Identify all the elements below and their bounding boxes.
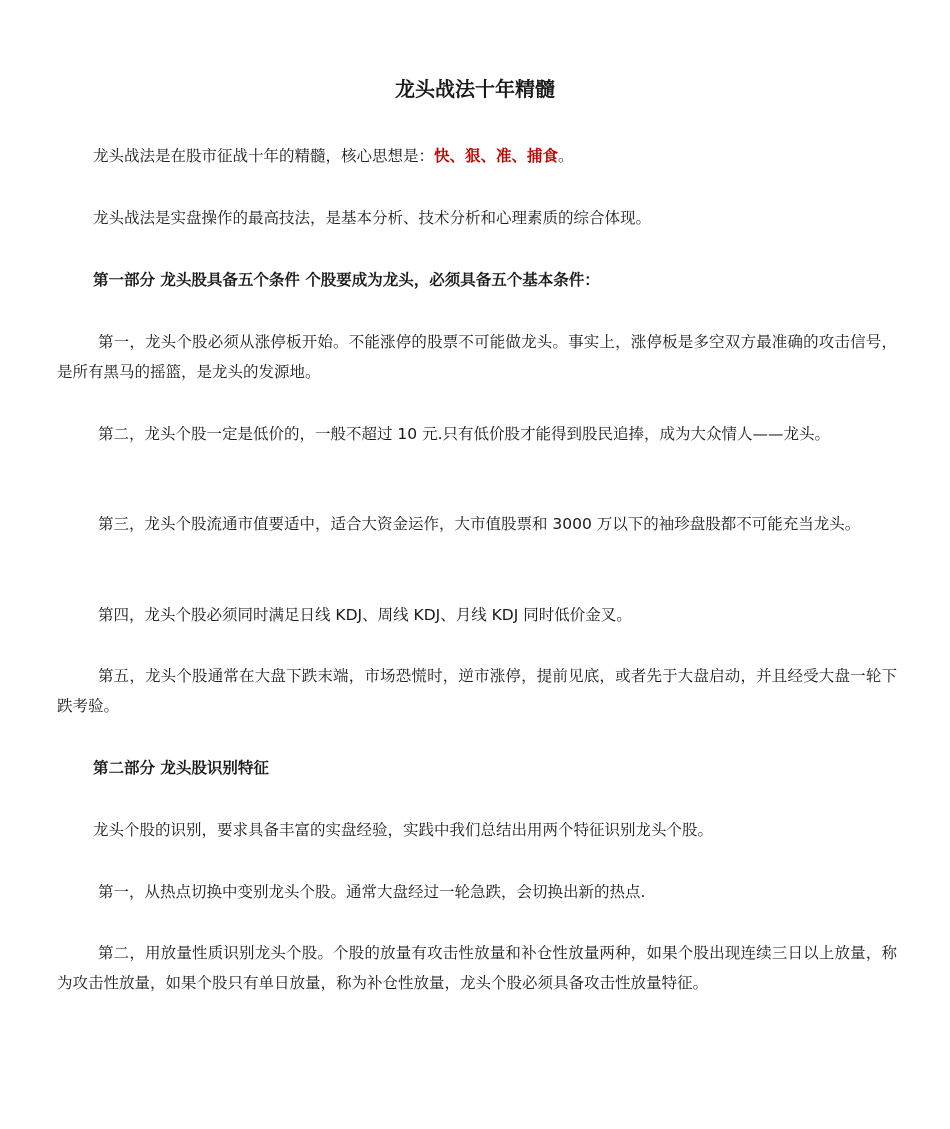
part-1-item-5: 第五，龙头个股通常在大盘下跌末端，市场恐慌时，逆市涨停，提前见底，或者先于大盘启动，并且经受大盘一轮下跌考验。 (57, 667, 897, 715)
part-1-heading: 第一部分 龙头股具备五个条件 个股要成为龙头，必须具备五个基本条件： (93, 271, 600, 289)
intro-paragraph-2: 龙头战法是实盘操作的最高技法，是基本分析、技术分析和心理素质的综合体现。 (93, 209, 652, 227)
part-2-intro: 龙头个股的识别，要求具备丰富的实盘经验，实践中我们总结出用两个特征识别龙头个股。 (93, 821, 714, 839)
intro-1-end: 。 (558, 147, 574, 165)
part-1-item-1: 第一，龙头个股必须从涨停板开始。不能涨停的股票不可能做龙头。事实上，涨停板是多空双方最准确的攻击信号，是所有黑马的摇篮，是龙头的发源地。 (57, 333, 897, 381)
core-idea-highlight: 快、狠、准、捕食 (434, 147, 559, 165)
part-2-heading: 第二部分 龙头股识别特征 (93, 759, 269, 777)
part-1-item-4: 第四，龙头个股必须同时满足日线 KDJ、周线 KDJ、月线 KDJ 同时低价金叉。 (98, 606, 632, 624)
part-2-item-1: 第一，从热点切换中变别龙头个股。通常大盘经过一轮急跌，会切换出新的热点. (98, 883, 646, 901)
part-2-item-2: 第二，用放量性质识别龙头个股。个股的放量有攻击性放量和补仓性放量两种，如果个股出现连续三日以上放量，称为攻击性放量，如果个股只有单日放量，称为补仓性放量，龙头个股必须具备攻击性放量特征。 (57, 944, 897, 992)
intro-paragraph-1 (57, 141, 897, 171)
document-title: 龙头战法十年精髓 (395, 77, 555, 101)
part-1-item-3: 第三，龙头个股流通市值要适中，适合大资金运作，大市值股票和 3000 万以下的袖珍盘股都不可能充当龙头。 (98, 515, 861, 533)
intro-1-text: 龙头战法是在股市征战十年的精髓，核心思想是： (93, 147, 435, 165)
part-1-item-2: 第二，龙头个股一定是低价的，一般不超过 10 元.只有低价股才能得到股民追捧，成为大众情人——龙头。 (98, 425, 831, 443)
